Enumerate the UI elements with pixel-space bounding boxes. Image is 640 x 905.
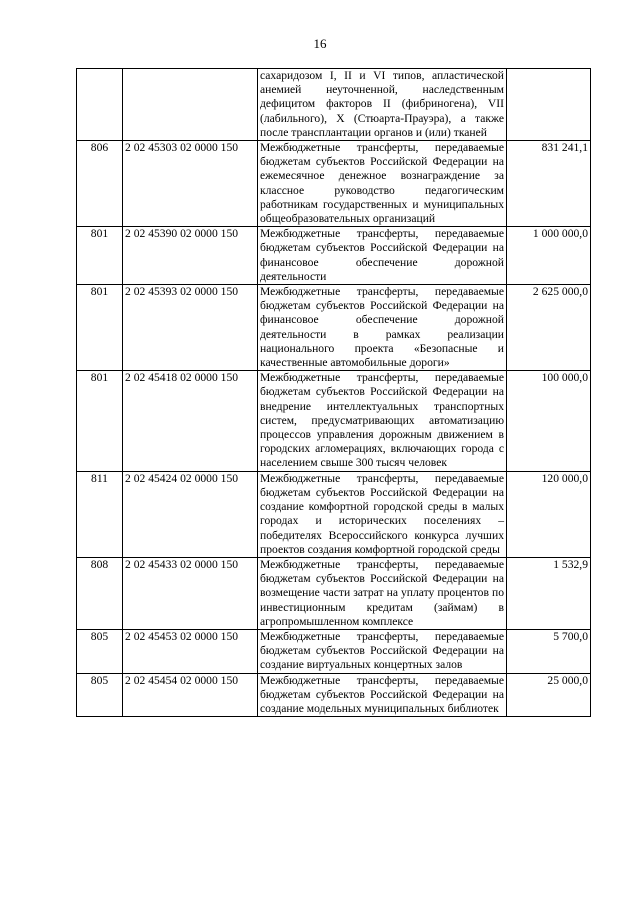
budget-revenue-table [76, 68, 591, 717]
table-row [77, 673, 591, 717]
table-row [77, 227, 591, 285]
budget-classification-code-cell: 2 02 45454 02 0000 150 [123, 673, 258, 717]
revenue-name-cell: Межбюджетные трансферты, передаваемые бюджетам субъектов Российской Федерации на создание комфортной городской среды в малых городах и исторических поселениях – победителях Всероссийского конкурса лучших проектов создания комфортной городской среды [258, 471, 507, 557]
table-row [77, 471, 591, 557]
amount-cell [507, 69, 591, 141]
administrator-code-cell: 801 [77, 285, 123, 371]
table-row [77, 69, 591, 141]
budget-classification-code-cell: 2 02 45418 02 0000 150 [123, 371, 258, 471]
amount-cell: 831 241,1 [507, 141, 591, 227]
budget-classification-code-cell: 2 02 45433 02 0000 150 [123, 557, 258, 629]
administrator-code-cell: 806 [77, 141, 123, 227]
administrator-code-cell: 811 [77, 471, 123, 557]
administrator-code-cell [77, 69, 123, 141]
table-row [77, 141, 591, 227]
budget-classification-code-cell: 2 02 45424 02 0000 150 [123, 471, 258, 557]
revenue-name-cell: сахаридозом I, II и VI типов, апластической анемией неуточненной, наследственным дефицитом факторов II (фибриногена), VII (лабильного), X (Стюарта-Прауэра), а также после трансплантации органов и (или) тканей [258, 69, 507, 141]
administrator-code-cell: 805 [77, 673, 123, 717]
amount-cell: 120 000,0 [507, 471, 591, 557]
revenue-name-cell: Межбюджетные трансферты, передаваемые бюджетам субъектов Российской Федерации на возмещение части затрат на уплату процентов по инвестиционным кредитам (займам) в агропромышленном комплексе [258, 557, 507, 629]
amount-cell: 5 700,0 [507, 629, 591, 673]
amount-cell: 1 532,9 [507, 557, 591, 629]
revenue-name-cell: Межбюджетные трансферты, передаваемые бюджетам субъектов Российской Федерации на финансовое обеспечение дорожной деятельности в рамках реализации национального проекта «Безопасные и качественные автомобильные дороги» [258, 285, 507, 371]
revenue-name-cell: Межбюджетные трансферты, передаваемые бюджетам субъектов Российской Федерации на финансовое обеспечение дорожной деятельности [258, 227, 507, 285]
budget-classification-code-cell [123, 69, 258, 141]
table-row [77, 557, 591, 629]
amount-cell: 100 000,0 [507, 371, 591, 471]
revenue-name-cell: Межбюджетные трансферты, передаваемые бюджетам субъектов Российской Федерации на создание модельных муниципальных библиотек [258, 673, 507, 717]
administrator-code-cell: 801 [77, 371, 123, 471]
amount-cell: 2 625 000,0 [507, 285, 591, 371]
budget-classification-code-cell: 2 02 45393 02 0000 150 [123, 285, 258, 371]
revenue-name-cell: Межбюджетные трансферты, передаваемые бюджетам субъектов Российской Федерации на внедрение интеллектуальных транспортных систем, предусматривающих автоматизацию процессов управления дорожным движением в городских агломерациях, включающих города с населением свыше 300 тысяч человек [258, 371, 507, 471]
amount-cell: 1 000 000,0 [507, 227, 591, 285]
table-row [77, 629, 591, 673]
revenue-name-cell: Межбюджетные трансферты, передаваемые бюджетам субъектов Российской Федерации на создание виртуальных концертных залов [258, 629, 507, 673]
amount-cell: 25 000,0 [507, 673, 591, 717]
budget-classification-code-cell: 2 02 45453 02 0000 150 [123, 629, 258, 673]
budget-classification-code-cell: 2 02 45303 02 0000 150 [123, 141, 258, 227]
administrator-code-cell: 801 [77, 227, 123, 285]
budget-classification-code-cell: 2 02 45390 02 0000 150 [123, 227, 258, 285]
administrator-code-cell: 805 [77, 629, 123, 673]
table-row [77, 285, 591, 371]
page-number: 16 [313, 36, 327, 51]
administrator-code-cell: 808 [77, 557, 123, 629]
table-row [77, 371, 591, 471]
revenue-name-cell: Межбюджетные трансферты, передаваемые бюджетам субъектов Российской Федерации на ежемесячное денежное вознаграждение за классное руководство педагогическим работникам государственных и муниципальных общеобразовательных организаций [258, 141, 507, 227]
